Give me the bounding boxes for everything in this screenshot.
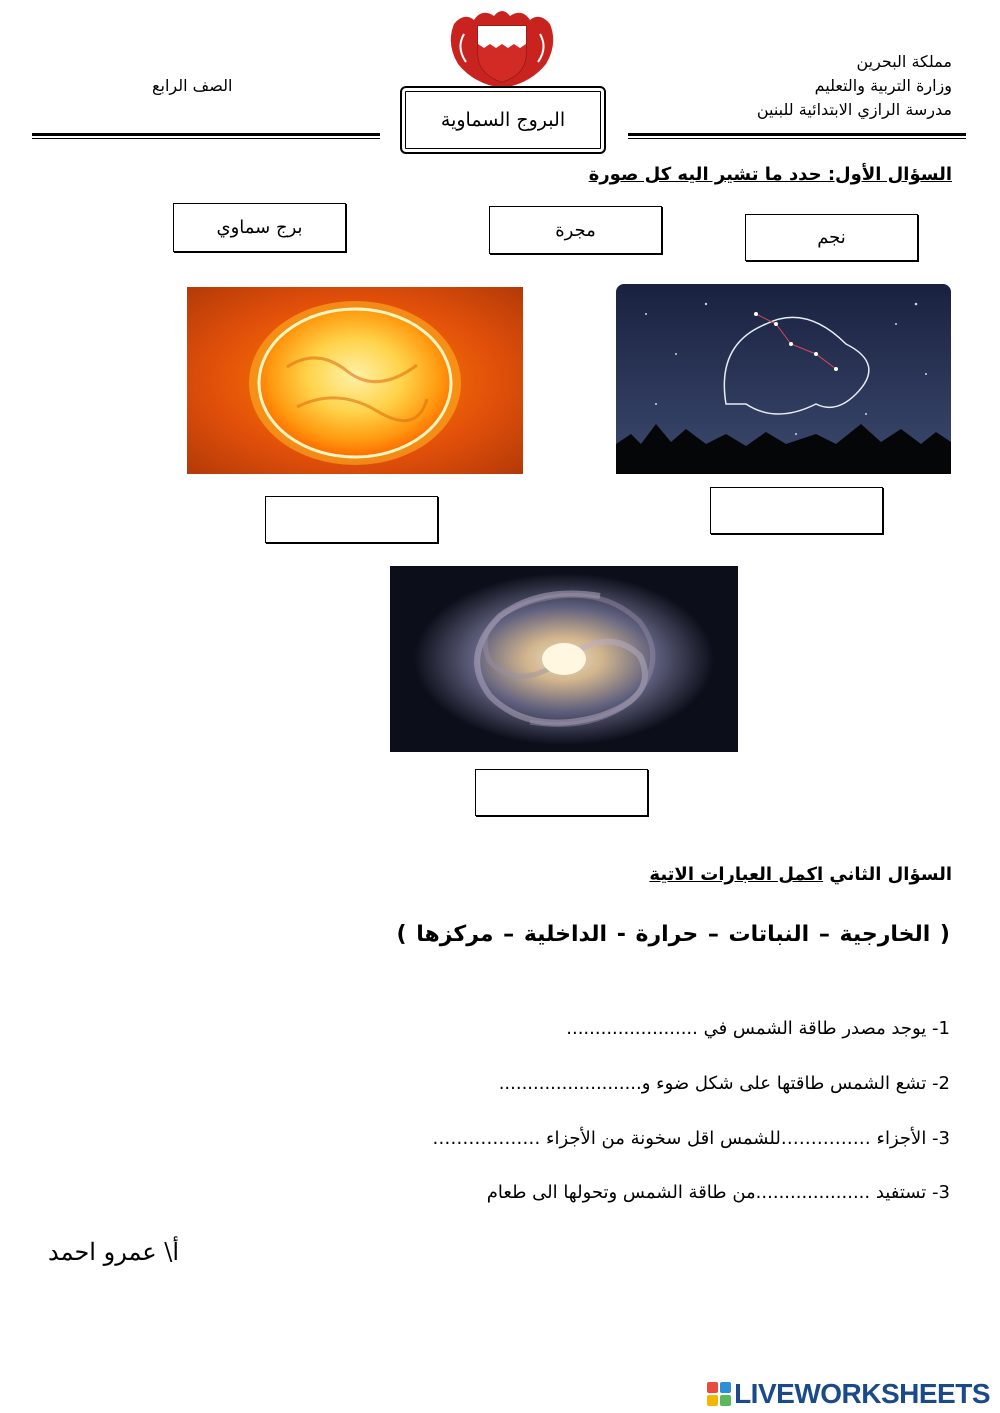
word-bank: ( الخارجية – النباتات – حرارة - الداخلية – مركزها ) [396, 922, 950, 947]
liveworksheets-logo [707, 1378, 990, 1410]
answer-box-sun[interactable] [265, 496, 438, 543]
bahrain-emblem-icon [444, 4, 560, 90]
header-rule-right [628, 133, 966, 139]
sun-image [187, 287, 523, 474]
question2-label: السؤال الثاني [829, 864, 952, 885]
school-header [757, 50, 952, 122]
question1-label: السؤال الأول: [827, 164, 952, 185]
sentence-4: 3- تستفيد ....................من طاقة الشمس وتحولها الى طعام [486, 1182, 950, 1203]
sentence-3: 3- الأجزاء ……………للشمس اقل سخونة من الأجزاء ……………… [432, 1128, 950, 1149]
word-box-galaxy[interactable]: مجرة [489, 206, 662, 254]
worksheet-title: البروج السماوية [400, 86, 606, 154]
sentence-1: 1- يوجد مصدر طاقة الشمس في ....................... [566, 1018, 950, 1039]
answer-box-constellation[interactable] [710, 487, 883, 534]
country-name: مملكة البحرين [856, 52, 952, 71]
question1-title [589, 164, 952, 185]
galaxy-image [390, 566, 738, 752]
liveworksheets-logo-text: LIVEWORKSHEETS [734, 1378, 990, 1409]
grade-label: الصف الرابع [152, 76, 233, 95]
question1-instruction: حدد ما تشير اليه كل صورة [588, 164, 822, 185]
question2-title [649, 864, 952, 885]
ministry-name: وزارة التربية والتعليم [814, 76, 952, 95]
answer-box-galaxy[interactable] [475, 769, 648, 816]
liveworksheets-logo-icon [707, 1382, 731, 1406]
constellation-image [616, 284, 951, 474]
sentence-2: 2- تشع الشمس طاقتها على شكل ضوء و......................... [498, 1073, 950, 1094]
word-box-constellation[interactable]: برج سماوي [173, 203, 346, 252]
school-name: مدرسة الرازي الابتدائية للبنين [756, 100, 952, 119]
question2-instruction: اكمل العبارات الاتية [649, 864, 824, 885]
word-box-star[interactable]: نجم [745, 214, 918, 261]
teacher-signature: أ\ عمرو احمد [48, 1238, 180, 1266]
header-rule-left [32, 133, 380, 139]
